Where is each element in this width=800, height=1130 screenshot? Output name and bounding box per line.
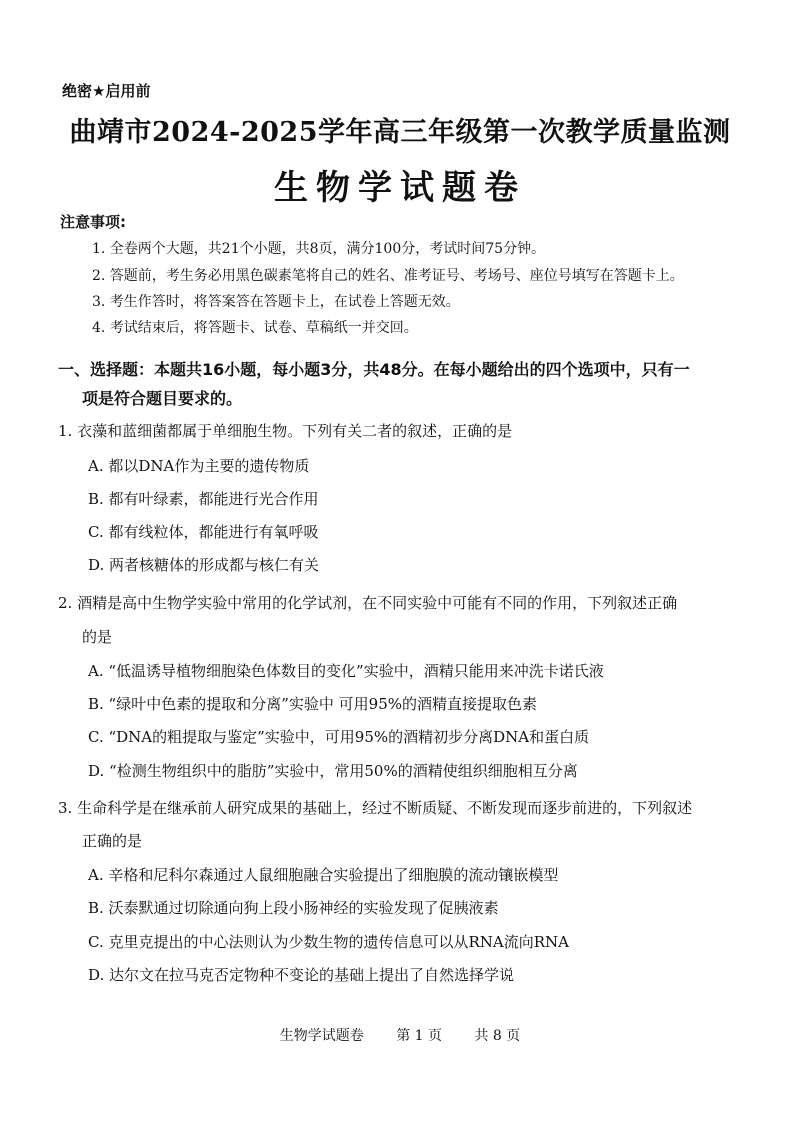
question-2-option-c: C. “DNA的粗提取与鉴定”实验中，可用95%的酒精初步分离DNA和蛋白质 [88, 728, 590, 746]
question-3-stem: 3. 生命科学是在继承前人研究成果的基础上，经过不断质疑、不断发现而逐步前进的，下列叙述 [58, 799, 693, 817]
question-3-option-d: D. 达尔文在拉马克否定物种不变论的基础上提出了自然选择学说 [88, 966, 515, 984]
question-3-option-c: C. 克里克提出的中心法则认为少数生物的遗传信息可以从RNA流向RNA [88, 933, 569, 951]
page-footer [0, 1025, 800, 1045]
question-2-stem-cont: 的是 [82, 628, 113, 646]
question-1-option-c: C. 都有线粒体，都能进行有氧呼吸 [88, 523, 319, 541]
note-item: 1. 全卷两个大题，共21个小题，共8页，满分100分，考试时间75分钟。 [92, 241, 546, 257]
note-item: 2. 答题前，考生务必用黑色碳素笔将自己的姓名、准考证号、考场号、座位号填写在答题卡上。 [92, 268, 684, 284]
note-item: 4. 考试结束后，将答题卡、试卷、草稿纸一并交回。 [92, 320, 418, 336]
confidential-label: 绝密★启用前 [62, 82, 151, 100]
section-heading: 一、选择题：本题共16小题，每小题3分，共48分。在每小题给出的四个选项中，只有一 [58, 360, 690, 379]
footer-page-number: 第 1 页 [396, 1028, 442, 1044]
note-item: 3. 考生作答时，将答案答在答题卡上，在试卷上答题无效。 [92, 294, 460, 310]
exam-title: 曲靖市2024-2025学年高三年级第一次教学质量监测 [69, 117, 731, 148]
notes-heading: 注意事项: [60, 213, 126, 231]
question-1-stem: 1. 衣藻和蓝细菌都属于单细胞生物。下列有关二者的叙述，正确的是 [58, 422, 513, 440]
footer-exam-name: 生物学试题卷 [279, 1028, 364, 1044]
question-3-option-a: A. 辛格和尼科尔森通过人鼠细胞融合实验提出了细胞膜的流动镶嵌模型 [88, 866, 559, 884]
exam-subtitle: 生物学试题卷 [274, 168, 526, 208]
question-1-option-a: A. 都以DNA作为主要的遗传物质 [88, 457, 310, 475]
question-1-option-b: B. 都有叶绿素，都能进行光合作用 [88, 490, 319, 508]
section-heading-cont: 项是符合题目要求的。 [82, 389, 243, 408]
question-2-option-d: D. “检测生物组织中的脂肪”实验中，常用50%的酒精使组织细胞相互分离 [88, 762, 578, 780]
question-2-stem: 2. 酒精是高中生物学实验中常用的化学试剂，在不同实验中可能有不同的作用，下列叙述正确 [58, 594, 678, 612]
question-3-option-b: B. 沃泰默通过切除通向狗上段小肠神经的实验发现了促胰液素 [88, 899, 499, 917]
question-3-stem-cont: 正确的是 [82, 832, 143, 850]
question-1-option-d: D. 两者核糖体的形成都与核仁有关 [88, 556, 320, 574]
footer-total-pages: 共 8 页 [474, 1028, 521, 1044]
question-2-option-b: B. “绿叶中色素的提取和分离”实验中 可用95%的酒精直接提取色素 [88, 695, 538, 713]
question-2-option-a: A. “低温诱导植物细胞染色体数目的变化”实验中，酒精只能用来冲洗卡诺氏液 [88, 662, 604, 680]
